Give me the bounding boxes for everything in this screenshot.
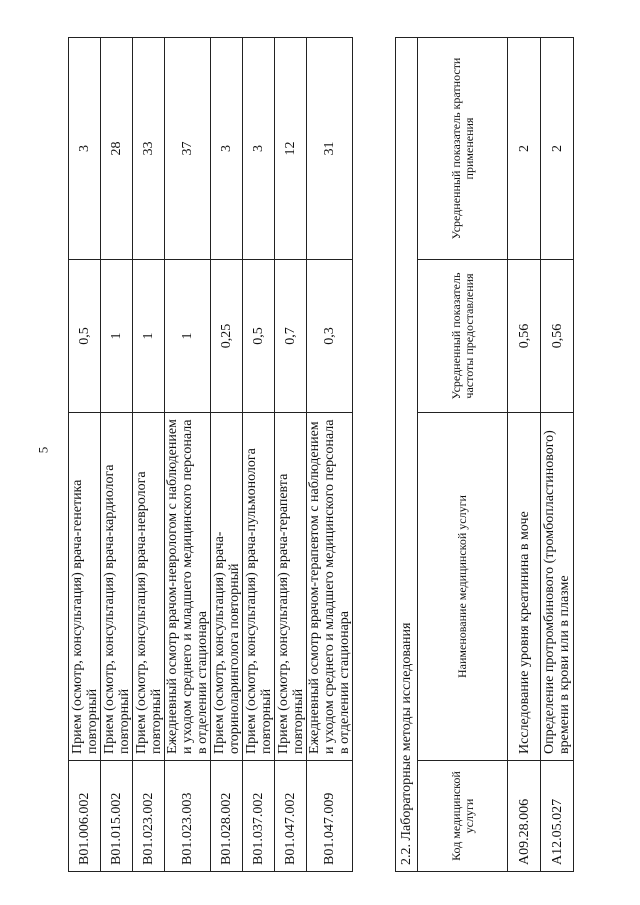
service-code: B01.047.009 [307, 761, 353, 872]
service-name: Прием (осмотр, консультация) врача-невролога повторный [133, 413, 165, 761]
service-code: B01.037.002 [243, 761, 275, 872]
frequency-value: 0,5 [243, 260, 275, 413]
frequency-value: 0,3 [307, 260, 353, 413]
frequency-value: 0,56 [541, 260, 574, 413]
multiplicity-value: 3 [211, 38, 243, 260]
service-name: Прием (осмотр, консультация) врача-кардиолога повторный [101, 413, 133, 761]
table-header-row [418, 38, 508, 872]
multiplicity-value: 28 [101, 38, 133, 260]
service-code: A09.28.006 [508, 761, 541, 872]
table-row [133, 38, 165, 872]
table-row [541, 38, 574, 872]
frequency-value: 0,7 [275, 260, 307, 413]
service-code: B01.023.002 [133, 761, 165, 872]
table-row [307, 38, 353, 872]
service-code: B01.023.003 [165, 761, 211, 872]
multiplicity-value: 33 [133, 38, 165, 260]
table-row [69, 38, 101, 872]
page-number: 5 [35, 446, 51, 454]
table-row [275, 38, 307, 872]
header-code: Код медицинской услуги [418, 761, 508, 872]
table-row [508, 38, 541, 872]
service-name: Ежедневный осмотр врачом-терапевтом с наблюдением и уходом среднего и младшего медицинского персонала в отделении стационара [307, 413, 353, 761]
header-name: Наименование медицинской услуги [418, 413, 508, 761]
multiplicity-value: 12 [275, 38, 307, 260]
table-row [165, 38, 211, 872]
frequency-value: 0,56 [508, 260, 541, 413]
frequency-value: 1 [165, 260, 211, 413]
lab-methods-table [417, 37, 574, 872]
multiplicity-value: 2 [541, 38, 574, 260]
multiplicity-value: 3 [243, 38, 275, 260]
frequency-value: 0,25 [211, 260, 243, 413]
service-name: Ежедневный осмотр врачом-неврологом с наблюдением и уходом среднего и младшего медицинского персонала в отделении стационара [165, 413, 211, 761]
multiplicity-value: 31 [307, 38, 353, 260]
service-code: B01.006.002 [69, 761, 101, 872]
service-code: B01.015.002 [101, 761, 133, 872]
section-title: 2.2. Лабораторные методы исследования [395, 37, 417, 872]
header-multiplicity: Усредненный показатель кратности применения [418, 38, 508, 260]
service-name: Определение протромбинового (тромбопластинового) времени в крови или в плазме [541, 413, 574, 761]
multiplicity-value: 3 [69, 38, 101, 260]
frequency-value: 1 [133, 260, 165, 413]
service-name: Прием (осмотр, консультация) врача-пульмонолога повторный [243, 413, 275, 761]
table-row [243, 38, 275, 872]
service-code: B01.028.002 [211, 761, 243, 872]
frequency-value: 1 [101, 260, 133, 413]
header-frequency: Усредненный показатель частоты предоставления [418, 260, 508, 413]
service-code: A12.05.027 [541, 761, 574, 872]
table-row [211, 38, 243, 872]
consultations-table [68, 37, 353, 872]
multiplicity-value: 2 [508, 38, 541, 260]
service-name: Прием (осмотр, консультация) врача-оториноларинголога повторный [211, 413, 243, 761]
service-name: Прием (осмотр, консультация) врача-терапевта повторный [275, 413, 307, 761]
frequency-value: 0,5 [69, 260, 101, 413]
service-name: Прием (осмотр, консультация) врача-генетика повторный [69, 413, 101, 761]
rotated-page-content [68, 37, 608, 872]
multiplicity-value: 37 [165, 38, 211, 260]
service-code: B01.047.002 [275, 761, 307, 872]
table-row [101, 38, 133, 872]
service-name: Исследование уровня креатинина в моче [508, 413, 541, 761]
